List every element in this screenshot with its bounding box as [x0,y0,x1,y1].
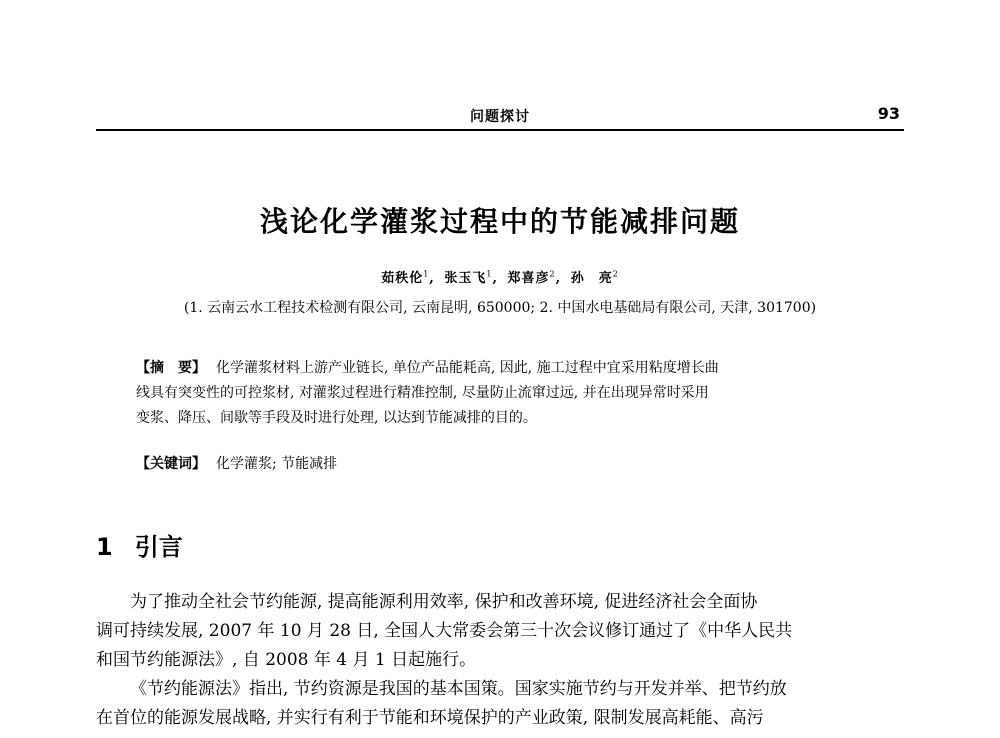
abstract-label: 【摘 要】 [136,360,206,376]
abstract-line: 线具有突变性的可控浆材, 对灌浆过程进行精准控制, 尽量防止流窜过远, 并在出现异常时采用 [136,385,709,401]
abstract-line: 【摘 要】 化学灌浆材料上游产业链长, 单位产品能耗高, 因此, 施工过程中宜采用粘度增长曲 [136,360,719,376]
header-rule [96,129,904,131]
paragraph-line: 在首位的能源发展战略, 并实行有利于节能和环境保护的产业政策, 限制发展高耗能、高污 [96,708,764,728]
keywords-label: 【关键词】 [136,456,206,472]
keywords-text: 化学灌浆; 节能减排 [216,456,338,472]
page-number: 93 [877,104,900,123]
paragraph-line: 为了推动全社会节约能源, 提高能源利用效率, 保护和改善环境, 促进经济社会全面协 [130,592,758,612]
author-1: 茹秩伦$^1$ [381,269,430,286]
paragraph-line: 和国节约能源法》, 自 2008 年 4 月 1 日起施行。 [96,650,477,670]
section-number: 1 [96,533,113,561]
keywords [136,452,872,477]
running-head: 问题探讨 [470,109,530,125]
author-4: 孙 亮$^2$ [570,269,619,286]
author-line: 茹秩伦$^1$, 张玉飞$^1$, 郑喜彦$^2$, 孙 亮$^2$ [381,269,619,286]
section-title: 引言 [134,533,183,561]
section-heading [96,527,183,562]
affiliations: (1. 云南云水工程技术检测有限公司, 云南昆明, 650000; 2. 中国水电基础局有限公司, 天津, 301700) [183,300,817,316]
paragraph-line: 《节约能源法》指出, 节约资源是我国的基本国策。国家实施节约与开发并举、把节约放 [130,679,787,699]
section-body [96,588,906,733]
abstract-line: 变浆、降压、间歇等手段及时进行处理, 以达到节能减排的目的。 [136,410,537,426]
abstract [136,356,872,431]
author-3: 郑喜彦$^2$ [507,269,556,286]
paragraph-line: 调可持续发展, 2007 年 10 月 28 日, 全国人大常委会第三十次会议修订通过了《中华人民共 [96,621,793,641]
page-header [0,0,1000,123]
article-title: 浅论化学灌浆过程中的节能减排问题 [259,205,740,238]
author-2: 张玉飞$^1$ [444,269,493,286]
